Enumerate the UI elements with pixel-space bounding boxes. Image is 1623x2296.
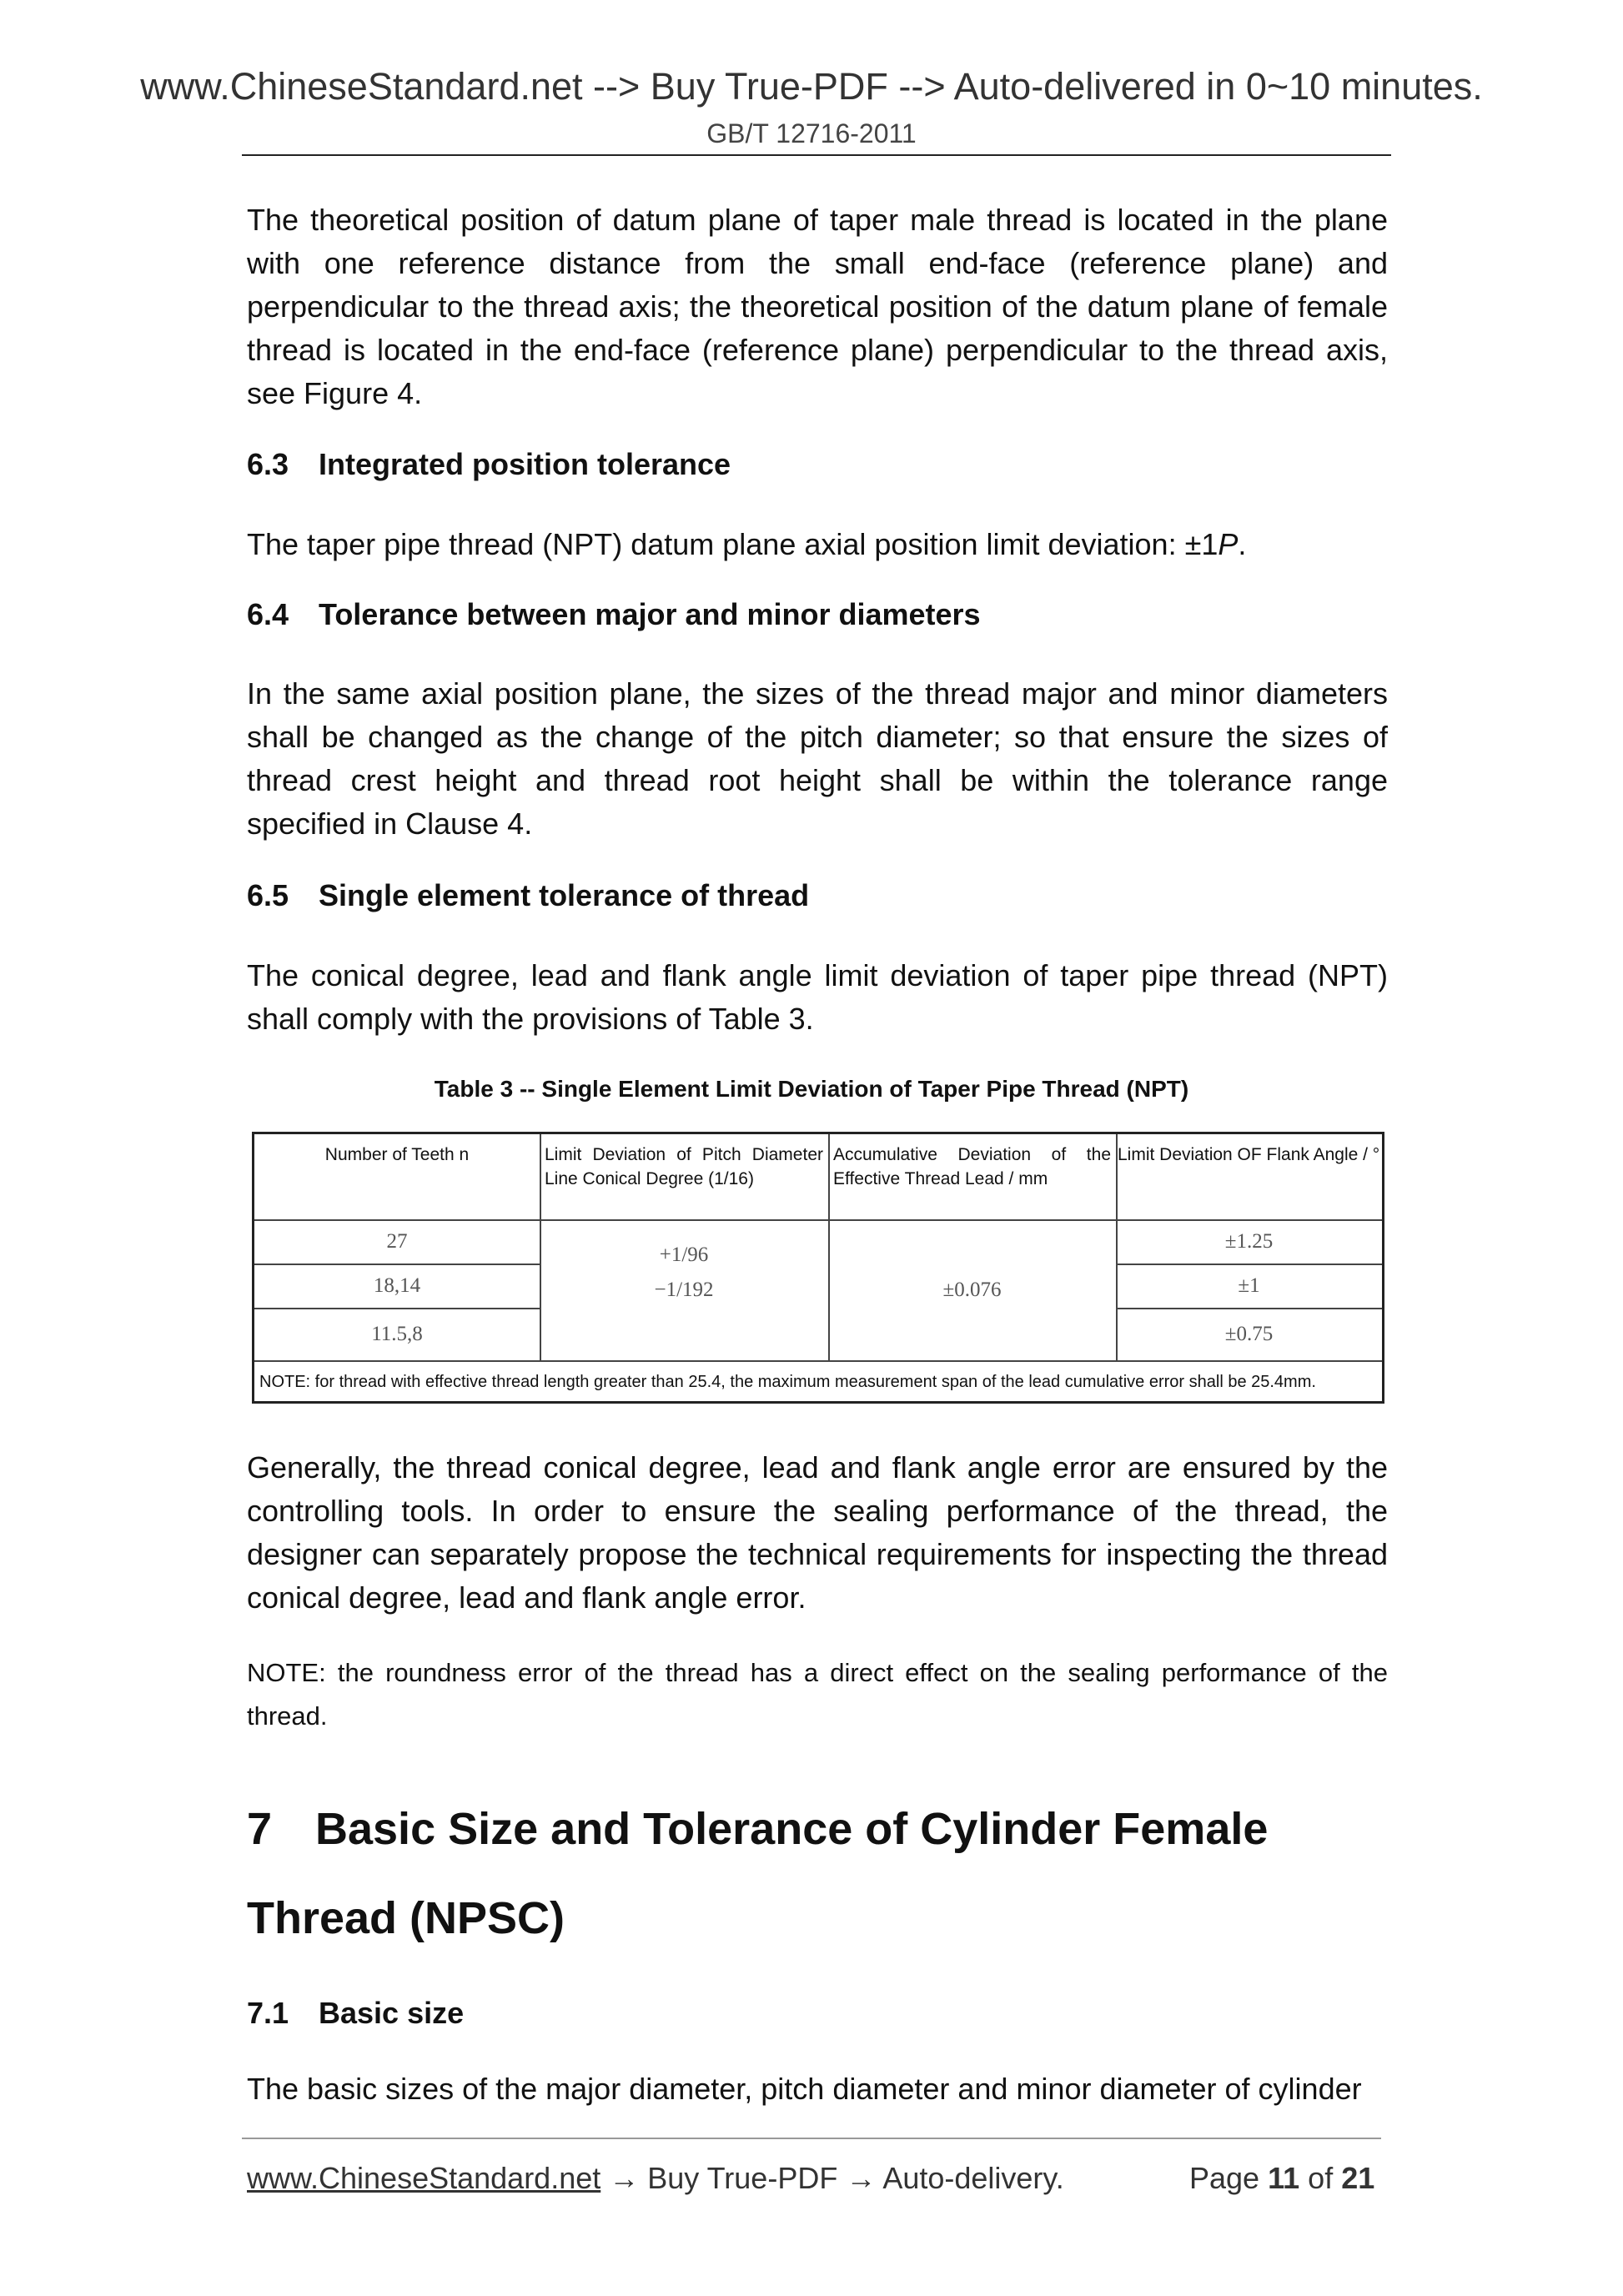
page-indicator	[1189, 2161, 1374, 2196]
table-cell-teeth: 11.5,8	[371, 1323, 423, 1345]
section-number: 6.5	[247, 878, 289, 912]
section-6-4-paragraph: In the same axial position plane, the sizes of the thread major and minor diameters shall be changed as the change of the pitch diameter; so that ensure the sizes of thread crest height and thread root height shall be within the tolerance range specified in Clause 4.	[247, 676, 1388, 841]
table-cell-flank: ±1.25	[1224, 1230, 1274, 1253]
page-total: 21	[1341, 2161, 1375, 2195]
page-number: 11	[1268, 2161, 1300, 2195]
section-number: 7.1	[247, 1996, 289, 2030]
section-title: Basic size	[319, 1996, 465, 2030]
section-6-4-heading	[247, 597, 981, 632]
paragraph-period: .	[1238, 527, 1247, 561]
table-cell-teeth: 18,14	[373, 1274, 421, 1297]
table-cell-conical-upper: +1/96	[659, 1243, 709, 1266]
footer-rule	[242, 2138, 1381, 2139]
table-caption: Table 3 -- Single Element Limit Deviation of Taper Pipe Thread (NPT)	[434, 1076, 1189, 1102]
table-header-cell: Accumulative Deviation of the Effective Thread Lead / mm	[833, 1145, 1111, 1188]
section-title: Single element tolerance of thread	[319, 878, 810, 912]
table-header-cell: Limit Deviation OF Flank Angle / °	[1118, 1145, 1380, 1164]
standard-number: GB/T 12716-2011	[706, 118, 917, 148]
footer-left	[247, 2161, 1064, 2196]
footer-text: → Buy True-PDF → Auto-delivery.	[600, 2161, 1064, 2195]
table-cell-teeth: 27	[386, 1230, 408, 1253]
note-paragraph: NOTE: the roundness error of the thread has a direct effect on the sealing performance of the thread.	[247, 1658, 1388, 1731]
table-cell-flank: ±0.75	[1224, 1323, 1274, 1345]
page-word: Page	[1189, 2161, 1260, 2195]
table-note: NOTE: for thread with effective thread length greater than 25.4, the maximum measurement span of the lead cumulative error shall be 25.4mm.	[259, 1373, 1316, 1391]
section-number: 6.4	[247, 597, 289, 631]
section-7-heading	[247, 1785, 1388, 1963]
intro-paragraph: The theoretical position of datum plane of taper male thread is located in the plane with one reference distance from the small end-face (reference plane) and perpendicular to the thread axis; the theoretical position of the datum plane of female thread is located in the end-face (reference plane) perpendicular to the thread axis, see Figure 4.	[247, 203, 1388, 410]
table-cell-lead: ±0.076	[942, 1279, 1002, 1301]
section-title: Integrated position tolerance	[319, 447, 731, 481]
variable-p: P	[1218, 527, 1239, 561]
paragraph-text: The taper pipe thread (NPT) datum plane axial position limit deviation: ±1	[247, 527, 1219, 561]
section-title: Tolerance between major and minor diameters	[319, 597, 981, 631]
section-7-1-heading	[247, 1996, 464, 2031]
section-7-1-paragraph: The basic sizes of the major diameter, pitch diameter and minor diameter of cylinder	[247, 2072, 1362, 2106]
section-number: 6.3	[247, 447, 289, 481]
section-6-3-paragraph	[247, 523, 1388, 566]
section-6-5-paragraph: The conical degree, lead and flank angle limit deviation of taper pipe thread (NPT) shall comply with the provisions of Table 3.	[247, 958, 1388, 1036]
header-rule	[242, 154, 1391, 156]
after-table-paragraph: Generally, the thread conical degree, lead and flank angle error are ensured by the controlling tools. In order to ensure the sealing performance of the thread, the designer can separately propose the technical requirements for inspecting the thread conical degree, lead and flank angle error.	[247, 1450, 1388, 1615]
table-3	[252, 1132, 1384, 1404]
table-header-cell: Limit Deviation of Pitch Diameter Line Conical Degree (1/16)	[545, 1145, 823, 1188]
table-cell-conical-lower: −1/192	[654, 1279, 714, 1301]
table-header-cell: Number of Teeth n	[324, 1145, 470, 1164]
section-number: 7	[247, 1804, 273, 1854]
section-6-5-heading	[247, 878, 809, 913]
section-title: Basic Size and Tolerance of Cylinder Female Thread (NPSC)	[247, 1804, 1269, 1943]
table-cell-flank: ±1	[1238, 1274, 1260, 1297]
of-word: of	[1308, 2161, 1334, 2195]
header-banner: www.ChineseStandard.net --> Buy True-PDF --> Auto-delivered in 0~10 minutes.	[140, 65, 1483, 108]
footer-link[interactable]: www.ChineseStandard.net	[247, 2161, 601, 2195]
section-6-3-heading	[247, 447, 731, 482]
